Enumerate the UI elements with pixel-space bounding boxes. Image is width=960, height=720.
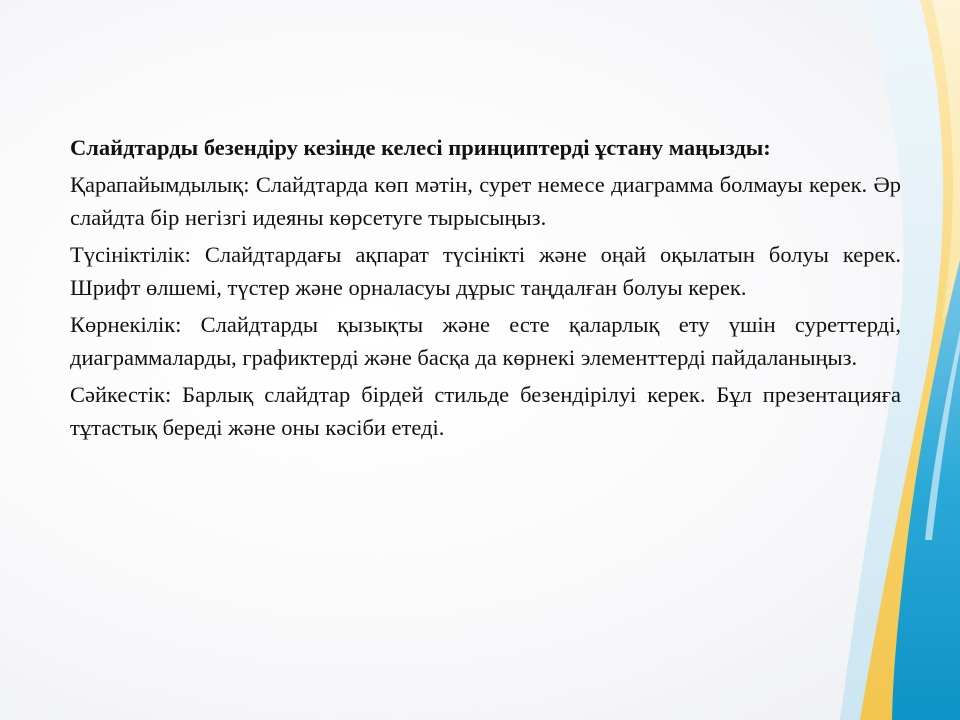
slide-heading: Слайдтарды безендіру кезінде келесі принциптерді ұстану маңызды: [70, 135, 771, 160]
paragraph-clarity: Түсініктілік: Слайдтардағы ақпарат түсінікті және оңай оқылатын болуы керек. Шрифт өлшемі, түстер және орналасуы дұрыс таңдалған болуы керек. [70, 242, 901, 300]
paragraph-simplicity: Қарапайымдылық: Слайдтарда көп мәтін, сурет немесе диаграмма болмауы керек. Әр слайдта бір негізгі идеяны көрсетуге тырысыңыз. [70, 172, 901, 230]
slide-body [70, 131, 901, 448]
paragraph-visuals: Көрнекілік: Слайдтарды қызықты және есте қаларлық ету үшін суреттерді, диаграммаларды, графиктерді және басқа да көрнекі элементтерді пайдаланыңыз. [70, 312, 901, 370]
paragraph-consistency: Сәйкестік: Барлық слайдтар бірдей стильде безендірілуі керек. Бұл презентацияға тұтастық береді және оны кәсіби етеді. [70, 382, 901, 440]
